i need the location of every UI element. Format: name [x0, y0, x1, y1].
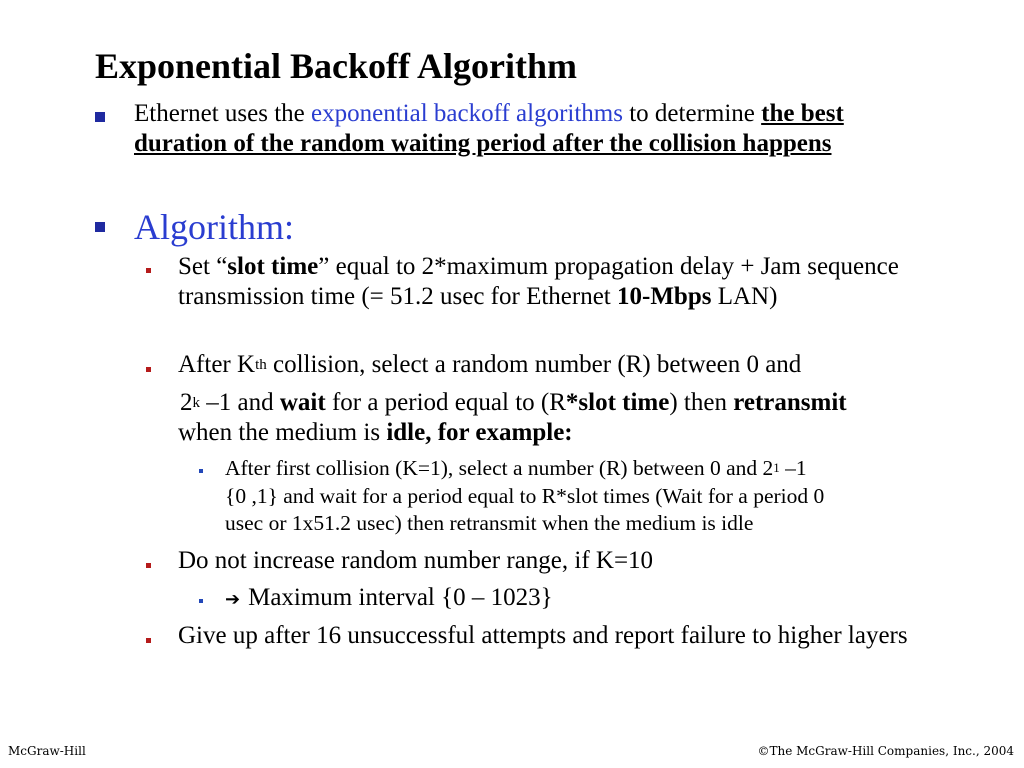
right-arrow-icon: ➔ [225, 589, 241, 609]
item2-idle: idle, for example: [386, 419, 573, 446]
item2-line2-pre: 2 [180, 389, 193, 416]
example-line1 [225, 455, 985, 481]
item2-line1-sup: th [255, 357, 267, 373]
give-up-item: Give up after 16 unsuccessful attempts and report failure to higher layers [178, 622, 908, 649]
item2-line2-mid1: –1 and [200, 389, 280, 416]
item1-pre: Set “ [178, 253, 228, 280]
item2-line3-pre: when the medium is [178, 419, 387, 446]
item1-10mbps: 10-Mbps [617, 282, 712, 310]
no-increase-item: Do not increase random number range, if K=10 [178, 547, 654, 574]
max-interval-text: Maximum interval {0 – 1023} [248, 584, 553, 611]
item2-line2-mid3: ) then [669, 389, 734, 416]
intro-mid: to determine [622, 100, 762, 127]
intro-bullet-text [134, 99, 924, 159]
item1-slot-time: slot time [227, 253, 319, 280]
example-line1-pre: After first collision (K=1), select a number (R) between 0 and 2 [225, 456, 774, 480]
bullet-icon [95, 112, 105, 122]
item2-line2-sup: k [192, 395, 200, 411]
square-bullet-icon [146, 367, 151, 372]
item2-line1-post: collision, select a random number (R) between 0 and [266, 351, 802, 378]
item2-line2-mid2: for a period equal to (R [325, 389, 566, 416]
item1-mid: ” equal to 2*maximum propagation delay + Jam sequence transmission time (= 51.2 usec for Ethernet [178, 253, 899, 310]
intro-underlined: the best duration of the random waiting period after the collision happens [134, 100, 844, 157]
intro-highlight: exponential backoff algorithms [311, 100, 623, 127]
bullet-icon [95, 222, 105, 232]
square-bullet-icon [146, 268, 151, 273]
item2-wait: wait [279, 389, 326, 416]
kth-collision-line1 [178, 350, 978, 380]
algorithm-heading: Algorithm: [134, 207, 294, 247]
item2-line1-pre: After K [178, 351, 256, 378]
item2-slot-time: *slot time [565, 389, 670, 416]
square-bullet-icon [199, 469, 203, 473]
square-bullet-icon [146, 563, 151, 568]
item1-post: LAN) [711, 282, 778, 310]
slide-title: Exponential Backoff Algorithm [95, 46, 578, 86]
square-bullet-icon [146, 638, 151, 643]
slot-time-item [178, 252, 978, 311]
example-line3: usec or 1x51.2 usec) then retransmit when the medium is idle [225, 511, 754, 535]
max-interval-line [225, 583, 925, 615]
kth-collision-line2 [180, 388, 980, 418]
example-line1-post: –1 [779, 456, 807, 480]
footer-left: McGraw-Hill [8, 744, 86, 758]
intro-pre: Ethernet uses the [134, 100, 312, 127]
kth-collision-line3 [178, 418, 978, 448]
item2-retransmit: retransmit [733, 389, 847, 416]
example-line1-sup: 1 [773, 461, 780, 476]
footer-right: ©The McGraw-Hill Companies, Inc., 2004 [757, 744, 1014, 758]
square-bullet-icon [199, 599, 203, 603]
example-line2: {0 ,1} and wait for a period equal to R*slot times (Wait for a period 0 [225, 484, 825, 508]
